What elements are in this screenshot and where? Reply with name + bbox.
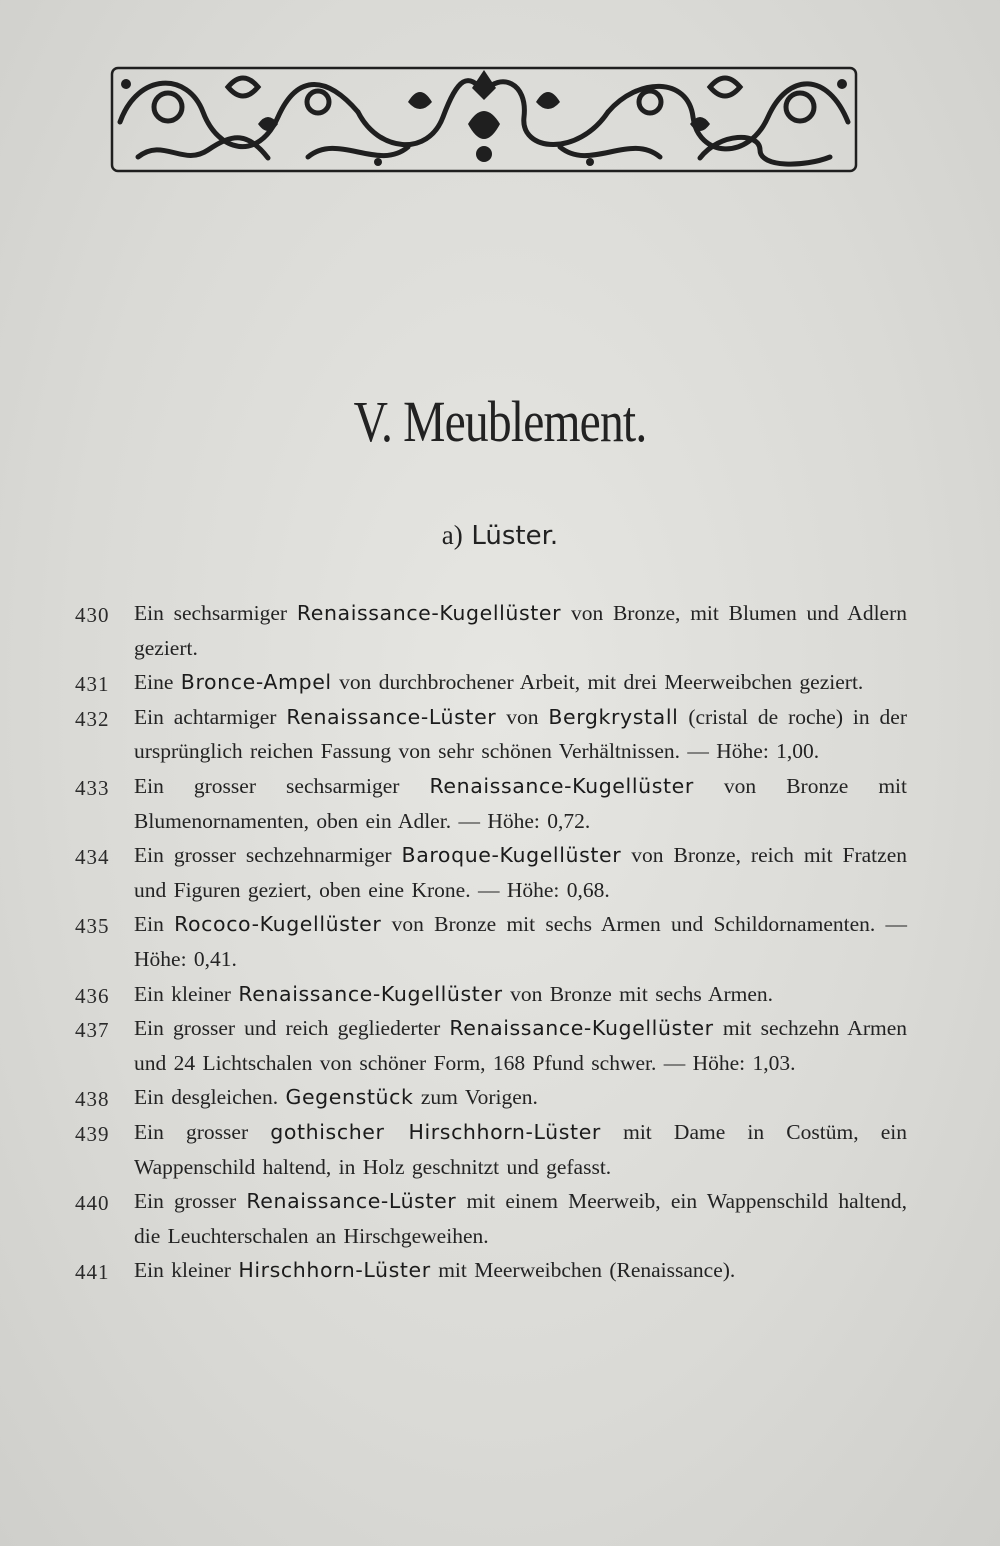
catalogue-entry (0, 1080, 1000, 1115)
entry-description (134, 1184, 907, 1253)
entry-text: von Bronze mit Blumenornamenten, oben ein Adler. — Höhe: 0,72. (134, 773, 907, 833)
ornamental-headpiece (108, 62, 860, 177)
entry-text: mit Meerweibchen (Renaissance). (430, 1258, 736, 1283)
entry-description (134, 907, 907, 976)
catalogue-entry (0, 907, 1000, 976)
entry-description (134, 769, 907, 838)
entry-number: 434 (75, 845, 110, 870)
entry-description (134, 1253, 907, 1288)
entry-text: zum Vorigen. (413, 1085, 538, 1110)
entry-text: mit einem Meerweib, ein Wappenschild haltend, die Leuchterschalen an Hirschgeweihen. (134, 1189, 908, 1248)
entry-text: von (496, 704, 549, 729)
entry-object-name: Rococo-Kugellüster (174, 912, 382, 937)
entry-number: 430 (75, 603, 110, 627)
entry-object-name: Bergkrystall (548, 704, 679, 729)
catalogue-entry (0, 977, 1000, 1012)
entry-object-name: Baroque-Kugellüster (401, 843, 622, 868)
entry-object-name: Renaissance-Kugellüster (296, 601, 562, 625)
entry-text: Ein desgleichen. (134, 1085, 286, 1110)
entry-object-name: Bronce-Ampel (180, 670, 332, 695)
entry-object-name: Renaissance-Kugellüster (429, 773, 694, 798)
entry-text: von Bronze mit sechs Armen und Schildornamenten. — Höhe: 0,41. (134, 912, 907, 971)
entry-object-name: gothischer Hirschhorn-Lüster (270, 1119, 601, 1144)
subsection-letter: a) (441, 520, 463, 550)
entry-description (134, 665, 907, 700)
entry-number: 435 (75, 914, 110, 939)
entry-description (134, 1011, 907, 1080)
entry-number: 432 (75, 706, 110, 731)
catalogue-entry (0, 769, 1000, 838)
catalogue-entry (0, 665, 1000, 700)
entry-object-name: Renaissance-Lüster (286, 704, 497, 729)
subsection-heading (0, 520, 1000, 551)
entry-description (134, 1080, 907, 1115)
entry-number: 437 (75, 1018, 110, 1043)
catalogue-entry (0, 1011, 1000, 1080)
entry-number: 431 (75, 672, 110, 697)
entry-number: 436 (75, 983, 110, 1008)
entry-number: 438 (75, 1087, 110, 1112)
entry-number: 433 (75, 775, 110, 800)
entry-text: von Bronze mit sechs Armen. (502, 981, 774, 1006)
entry-description (134, 1115, 907, 1184)
entry-text: Ein grosser (134, 1119, 271, 1144)
entry-object-name: Hirschhorn-Lüster (238, 1258, 431, 1283)
entry-text: Eine (134, 670, 181, 695)
entry-text: von Bronze, mit Blumen und Adlern geziert. (134, 601, 907, 660)
entry-text: mit sechzehn Armen und 24 Lichtschalen von schöner Form, 168 Pfund schwer. — Höhe: 1,03. (134, 1016, 907, 1075)
entry-number: 439 (75, 1121, 110, 1146)
entry-text: Ein grosser sechsarmiger (134, 773, 430, 798)
entry-description (134, 700, 907, 769)
entry-number: 441 (75, 1260, 110, 1285)
entry-text: Ein sechsarmiger (134, 601, 297, 625)
entry-text: Ein kleiner (134, 1258, 239, 1283)
entry-object-name: Renaissance-Kugellüster (238, 981, 503, 1006)
entry-text: von Bronze, reich mit Fratzen und Figuren geziert, oben eine Krone. — Höhe: 0,68. (134, 843, 907, 902)
entry-text: mit Dame in Costüm, ein Wappenschild haltend, in Holz geschnitzt und gefasst. (134, 1119, 908, 1179)
catalogue-entry-list (0, 596, 1000, 1288)
catalogue-entry (0, 1184, 1000, 1253)
subsection-title: Lüster. (471, 521, 559, 551)
catalogue-entry (0, 1115, 1000, 1184)
entry-text: Ein (134, 912, 175, 937)
entry-text: Ein grosser sechzehnarmiger (134, 843, 402, 868)
entry-number: 440 (75, 1191, 110, 1216)
entry-text: von durchbrochener Arbeit, mit drei Meerweibchen geziert. (331, 670, 864, 695)
section-title: V. Meublement. (353, 389, 647, 454)
entry-text: Ein kleiner (134, 981, 239, 1006)
entry-text: Ein grosser und reich gegliederter (134, 1016, 450, 1041)
entry-text: Ein grosser (134, 1189, 247, 1214)
entry-description (134, 838, 907, 907)
entry-text: (cristal de roche) in der ursprünglich reichen Fassung von sehr schönen Verhältnissen. — Höhe: 1,00. (134, 704, 907, 764)
entry-object-name: Renaissance-Lüster (246, 1189, 457, 1214)
entry-object-name: Gegenstück (285, 1085, 414, 1110)
catalogue-entry (0, 596, 1000, 665)
entry-text: Ein achtarmiger (134, 704, 287, 729)
catalogue-entry (0, 838, 1000, 907)
entry-description (134, 977, 907, 1012)
catalogue-entry (0, 1253, 1000, 1288)
catalogue-entry (0, 700, 1000, 769)
entry-object-name: Renaissance-Kugellüster (449, 1016, 714, 1041)
entry-description (134, 596, 907, 665)
